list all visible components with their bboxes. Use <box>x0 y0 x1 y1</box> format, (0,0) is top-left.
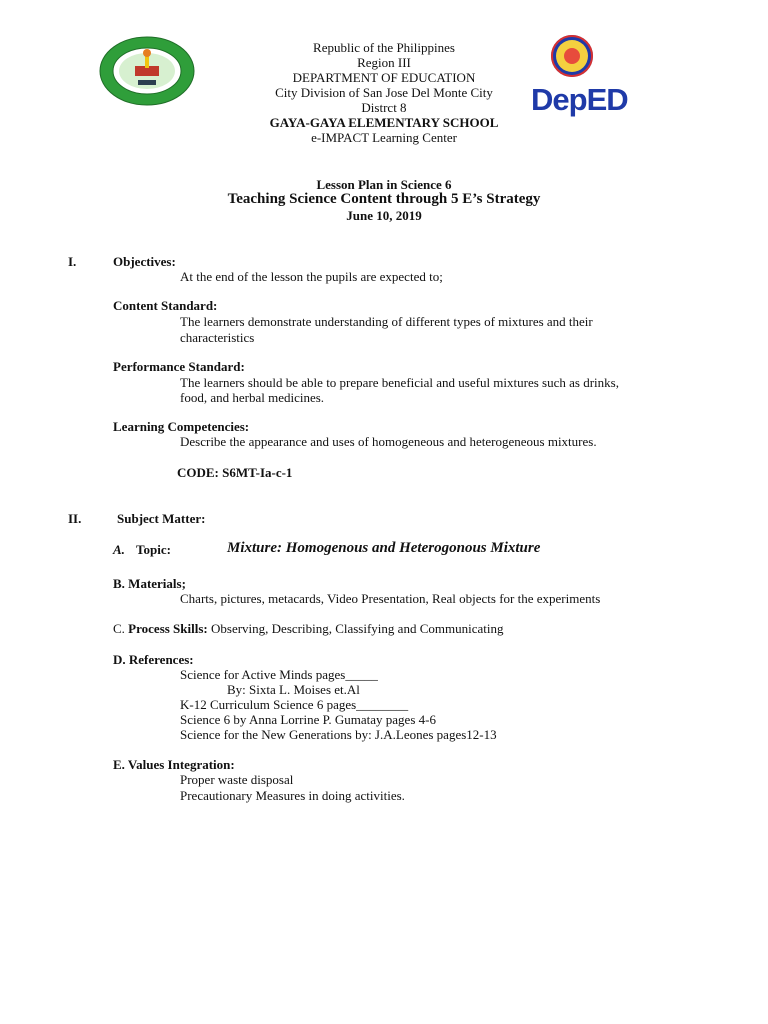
performance-standard-line-2: food, and herbal medicines. <box>180 390 325 405</box>
reference-line-4: Science 6 by Anna Lorrine P. Gumatay pages 4-6 <box>180 712 436 727</box>
header-line-district: Distrct 8 <box>361 100 407 115</box>
objectives-intro: At the end of the lesson the pupils are expected to; <box>180 269 443 284</box>
reference-line-1: Science for Active Minds pages_____ <box>180 667 378 682</box>
materials-text: Charts, pictures, metacards, Video Presentation, Real objects for the experiments <box>180 591 601 606</box>
topic-value: Mixture: Homogenous and Heterogonous Mixture <box>227 540 541 556</box>
process-skills-letter: C. <box>113 621 125 636</box>
process-skills-text: Observing, Describing, Classifying and Communicating <box>207 621 504 636</box>
section-2-heading: Subject Matter: <box>117 511 206 526</box>
header-line-department: DEPARTMENT OF EDUCATION <box>292 70 476 85</box>
reference-line-5: Science for the New Generations by: J.A.Leones pages12-13 <box>180 727 497 742</box>
header-line-school: GAYA-GAYA ELEMENTARY SCHOOL <box>269 115 499 130</box>
process-skills <box>113 621 503 637</box>
deped-logo-text: DepED <box>531 82 628 117</box>
topic-letter: A. <box>113 542 125 557</box>
header-line-center: e-IMPACT Learning Center <box>311 130 457 145</box>
content-standard-line-1: The learners demonstrate understanding of different types of mixtures and their <box>180 314 593 329</box>
section-2-numeral: II. <box>68 511 82 526</box>
header-line-region: Region III <box>357 55 411 70</box>
materials-label: B. Materials; <box>113 576 186 591</box>
performance-standard-line-1: The learners should be able to prepare beneficial and useful mixtures such as drinks, <box>180 375 619 390</box>
references-label: D. References: <box>113 652 194 667</box>
process-skills-label: Process Skills: <box>128 621 208 636</box>
section-1-numeral: I. <box>68 254 77 269</box>
content-standard-label: Content Standard: <box>113 298 218 313</box>
header-line-republic: Republic of the Philippines <box>313 40 455 55</box>
reference-line-2: By: Sixta L. Moises et.Al <box>227 682 360 697</box>
competencies-text: Describe the appearance and uses of homogeneous and heterogeneous mixtures. <box>180 434 597 449</box>
competencies-label: Learning Competencies: <box>113 419 250 434</box>
topic-label: Topic: <box>136 542 171 557</box>
header-line-division: City Division of San Jose Del Monte City <box>275 85 493 100</box>
reference-line-3: K-12 Curriculum Science 6 pages________ <box>180 697 409 712</box>
plan-title: Teaching Science Content through 5 E’s Strategy <box>227 191 541 207</box>
plan-subtitle: Lesson Plan in Science 6 <box>316 177 452 192</box>
plan-date: June 10, 2019 <box>346 208 422 223</box>
values-label: E. Values Integration: <box>113 757 235 772</box>
content-standard-line-2: characteristics <box>180 330 255 345</box>
values-line-1: Proper waste disposal <box>180 772 294 787</box>
competency-code: CODE: S6MT-Ia-c-1 <box>177 465 293 480</box>
values-line-2: Precautionary Measures in doing activities. <box>180 788 405 803</box>
performance-standard-label: Performance Standard: <box>113 359 245 374</box>
section-1-heading: Objectives: <box>113 254 176 269</box>
